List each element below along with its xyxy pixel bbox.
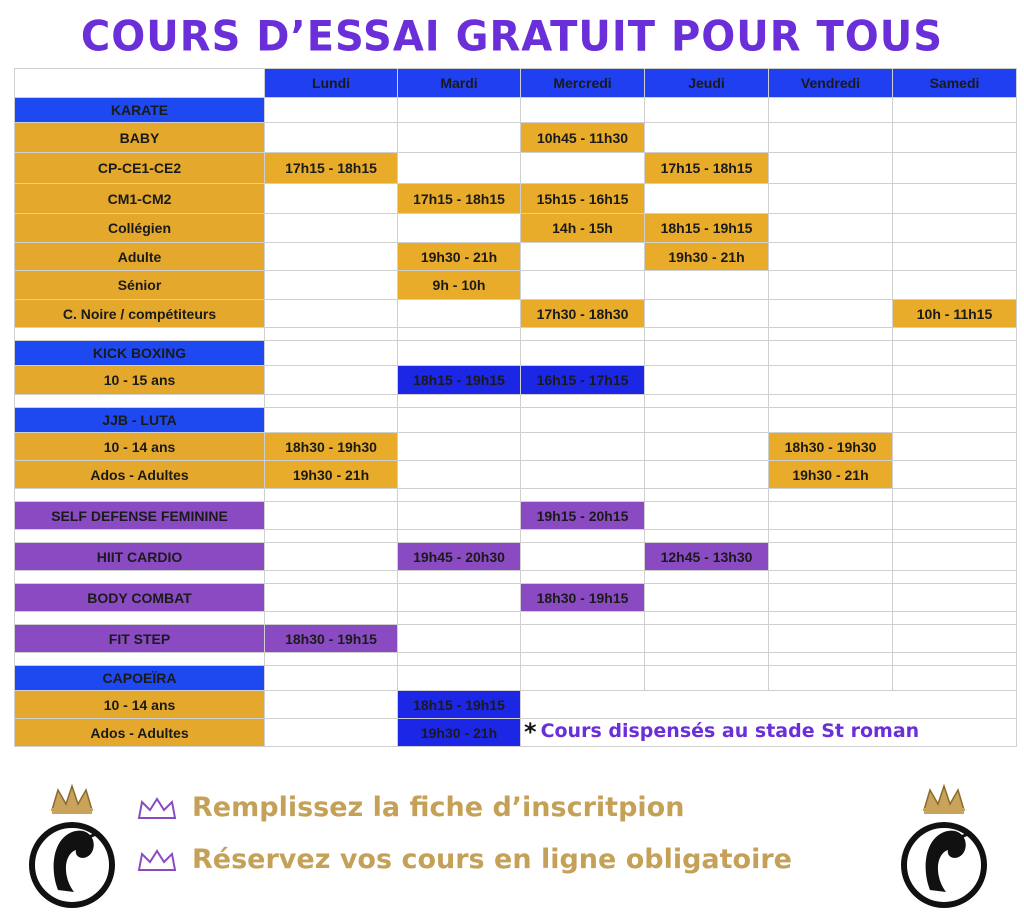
empty-cell (645, 366, 769, 395)
spacer-cell (15, 530, 265, 543)
time-slot: 10h - 11h15 (893, 300, 1017, 328)
empty-cell (893, 502, 1017, 530)
empty-cell (521, 341, 645, 366)
spacer-row (15, 530, 1017, 543)
row-label: C. Noire / compétiteurs (15, 300, 265, 328)
empty-cell (893, 543, 1017, 571)
day-vendredi: Vendredi (769, 69, 893, 98)
row-label: Ados - Adultes (15, 461, 265, 489)
time-slot: 18h30 - 19h30 (769, 433, 893, 461)
row-label: BODY COMBAT (15, 584, 265, 612)
jjb-row (15, 433, 1017, 461)
karate-row (15, 271, 1017, 300)
empty-cell (893, 625, 1017, 653)
spacer-cell (893, 653, 1017, 666)
spacer-cell (265, 489, 398, 502)
empty-cell (893, 214, 1017, 243)
time-slot: 16h15 - 17h15 (521, 366, 645, 395)
spacer-cell (265, 395, 398, 408)
note-area (521, 691, 1017, 719)
karate-header-row (15, 98, 1017, 123)
empty-cell (265, 543, 398, 571)
spacer-cell (769, 328, 893, 341)
empty-cell (521, 666, 645, 691)
empty-cell (265, 691, 398, 719)
row-label: 10 - 14 ans (15, 433, 265, 461)
empty-cell (265, 123, 398, 153)
karate-row (15, 153, 1017, 184)
capoeira-header-row (15, 666, 1017, 691)
spacer-cell (265, 653, 398, 666)
empty-cell (521, 461, 645, 489)
spacer-cell (398, 489, 521, 502)
empty-cell (893, 366, 1017, 395)
time-slot: 19h30 - 21h (645, 243, 769, 271)
day-lundi: Lundi (265, 69, 398, 98)
row-label: 10 - 14 ans (15, 691, 265, 719)
spacer-cell (265, 530, 398, 543)
asterisk: * (524, 718, 537, 746)
spacer-cell (769, 612, 893, 625)
empty-cell (398, 214, 521, 243)
spacer-row (15, 328, 1017, 341)
empty-cell (645, 123, 769, 153)
spacer-cell (769, 653, 893, 666)
empty-cell (645, 184, 769, 214)
empty-cell (265, 366, 398, 395)
empty-cell (398, 625, 521, 653)
spacer-cell (265, 328, 398, 341)
empty-cell (893, 408, 1017, 433)
empty-cell (521, 271, 645, 300)
time-slot: 19h30 - 21h (265, 461, 398, 489)
empty-cell (893, 243, 1017, 271)
spacer-row (15, 489, 1017, 502)
spacer-cell (521, 530, 645, 543)
spacer-cell (398, 328, 521, 341)
time-slot: 18h15 - 19h15 (398, 366, 521, 395)
empty-cell (645, 625, 769, 653)
row-label: Sénior (15, 271, 265, 300)
spacer-cell (645, 489, 769, 502)
spacer-cell (398, 395, 521, 408)
footer-line-2 (136, 844, 792, 875)
spacer-cell (265, 571, 398, 584)
empty-cell (521, 433, 645, 461)
spacer-cell (645, 653, 769, 666)
empty-cell (769, 543, 893, 571)
empty-cell (521, 543, 645, 571)
empty-cell (645, 408, 769, 433)
empty-cell (769, 243, 893, 271)
spacer-cell (398, 653, 521, 666)
spacer-cell (398, 571, 521, 584)
spacer-cell (15, 653, 265, 666)
empty-cell (645, 300, 769, 328)
spacer-cell (893, 328, 1017, 341)
empty-cell (398, 123, 521, 153)
spacer-cell (893, 395, 1017, 408)
row-label: CP-CE1-CE2 (15, 153, 265, 184)
spacer-cell (893, 612, 1017, 625)
spacer-cell (521, 571, 645, 584)
empty-cell (265, 214, 398, 243)
spacer-cell (893, 530, 1017, 543)
spacer-cell (15, 612, 265, 625)
empty-cell (893, 123, 1017, 153)
empty-cell (769, 366, 893, 395)
time-slot: 19h15 - 20h15 (521, 502, 645, 530)
time-slot: 12h45 - 13h30 (645, 543, 769, 571)
jjb-header-row (15, 408, 1017, 433)
empty-cell (398, 502, 521, 530)
empty-cell (521, 98, 645, 123)
empty-cell (265, 184, 398, 214)
empty-cell (521, 408, 645, 433)
karate-row (15, 214, 1017, 243)
spacer-cell (645, 571, 769, 584)
spacer-cell (645, 328, 769, 341)
empty-cell (893, 584, 1017, 612)
spacer-row (15, 612, 1017, 625)
cobra-logo-left-icon (22, 780, 122, 910)
spacer-cell (769, 571, 893, 584)
location-note (524, 718, 919, 746)
spacer-cell (521, 328, 645, 341)
empty-cell (769, 625, 893, 653)
empty-cell (521, 243, 645, 271)
time-slot: 18h15 - 19h15 (398, 691, 521, 719)
spacer-cell (521, 489, 645, 502)
spacer-row (15, 395, 1017, 408)
time-slot: 9h - 10h (398, 271, 521, 300)
schedule-table (14, 68, 1017, 747)
empty-cell (265, 271, 398, 300)
row-label: HIIT CARDIO (15, 543, 265, 571)
empty-cell (398, 584, 521, 612)
time-slot: 19h30 - 21h (769, 461, 893, 489)
time-slot: 18h30 - 19h15 (521, 584, 645, 612)
time-slot: 17h15 - 18h15 (645, 153, 769, 184)
empty-cell (893, 666, 1017, 691)
time-slot: 17h30 - 18h30 (521, 300, 645, 328)
karate-row (15, 123, 1017, 153)
empty-cell (645, 433, 769, 461)
empty-cell (521, 625, 645, 653)
day-jeudi: Jeudi (645, 69, 769, 98)
empty-cell (645, 502, 769, 530)
empty-cell (398, 433, 521, 461)
spacer-cell (769, 395, 893, 408)
day-mardi: Mardi (398, 69, 521, 98)
empty-cell (645, 341, 769, 366)
karate-row (15, 243, 1017, 271)
spacer-cell (15, 489, 265, 502)
crown-icon (136, 796, 178, 822)
empty-cell (769, 214, 893, 243)
spacer-cell (521, 612, 645, 625)
section-title: JJB - LUTA (15, 408, 265, 433)
section-title: KICK BOXING (15, 341, 265, 366)
empty-cell (769, 666, 893, 691)
time-slot: 19h30 - 21h (398, 243, 521, 271)
empty-cell (265, 502, 398, 530)
empty-cell (769, 502, 893, 530)
row-label: SELF DEFENSE FEMININE (15, 502, 265, 530)
row-label: Adulte (15, 243, 265, 271)
empty-cell (398, 300, 521, 328)
empty-cell (521, 153, 645, 184)
empty-cell (893, 98, 1017, 123)
kickboxing-header-row (15, 341, 1017, 366)
empty-cell (265, 666, 398, 691)
empty-cell (265, 300, 398, 328)
empty-cell (398, 461, 521, 489)
empty-cell (769, 408, 893, 433)
spacer-row (15, 653, 1017, 666)
spacer-cell (15, 395, 265, 408)
spacer-cell (265, 612, 398, 625)
empty-cell (398, 341, 521, 366)
time-slot: 18h30 - 19h30 (265, 433, 398, 461)
time-slot: 15h15 - 16h15 (521, 184, 645, 214)
spacer-cell (645, 395, 769, 408)
empty-cell (398, 98, 521, 123)
day-mercredi: Mercredi (521, 69, 645, 98)
spacer-cell (769, 530, 893, 543)
crown-icon (136, 848, 178, 874)
row-label: 10 - 15 ans (15, 366, 265, 395)
spacer-cell (398, 530, 521, 543)
spacer-cell (893, 489, 1017, 502)
footer-line-1 (136, 792, 684, 823)
empty-cell (769, 184, 893, 214)
day-samedi: Samedi (893, 69, 1017, 98)
row-label: Collégien (15, 214, 265, 243)
spacer-cell (15, 571, 265, 584)
row-label: CM1-CM2 (15, 184, 265, 214)
empty-cell (769, 98, 893, 123)
empty-cell (265, 584, 398, 612)
jjb-row (15, 461, 1017, 489)
empty-cell (769, 123, 893, 153)
empty-cell (769, 300, 893, 328)
empty-cell (265, 408, 398, 433)
time-slot: 17h15 - 18h15 (398, 184, 521, 214)
corner-cell (15, 69, 265, 98)
empty-cell (769, 153, 893, 184)
row-label: Ados - Adultes (15, 719, 265, 747)
empty-cell (893, 341, 1017, 366)
hiit-row (15, 543, 1017, 571)
empty-cell (893, 461, 1017, 489)
section-title: CAPOEÏRA (15, 666, 265, 691)
spacer-cell (15, 328, 265, 341)
empty-cell (893, 153, 1017, 184)
empty-cell (645, 584, 769, 612)
empty-cell (769, 271, 893, 300)
spacer-cell (645, 612, 769, 625)
empty-cell (265, 341, 398, 366)
empty-cell (265, 719, 398, 747)
karate-row (15, 184, 1017, 214)
footer-registration-text: Remplissez la fiche d’inscritpion (192, 792, 685, 823)
empty-cell (265, 243, 398, 271)
empty-cell (398, 408, 521, 433)
empty-cell (645, 666, 769, 691)
footer-booking-text: Réservez vos cours en ligne obligatoire (192, 844, 792, 875)
row-label: BABY (15, 123, 265, 153)
section-title: KARATE (15, 98, 265, 123)
empty-cell (645, 98, 769, 123)
empty-cell (769, 584, 893, 612)
row-label: FIT STEP (15, 625, 265, 653)
empty-cell (893, 271, 1017, 300)
time-slot: 10h45 - 11h30 (521, 123, 645, 153)
kickboxing-row (15, 366, 1017, 395)
note-text: Cours dispensés au stade St roman (540, 720, 920, 742)
time-slot: 18h30 - 19h15 (265, 625, 398, 653)
empty-cell (265, 98, 398, 123)
spacer-row (15, 571, 1017, 584)
spacer-cell (769, 489, 893, 502)
fitstep-row (15, 625, 1017, 653)
spacer-cell (893, 571, 1017, 584)
time-slot: 19h45 - 20h30 (398, 543, 521, 571)
time-slot: 17h15 - 18h15 (265, 153, 398, 184)
empty-cell (645, 271, 769, 300)
cobra-logo-right-icon (894, 780, 994, 910)
empty-cell (893, 433, 1017, 461)
time-slot: 18h15 - 19h15 (645, 214, 769, 243)
page-title: COURS D’ESSAI GRATUIT POUR TOUS (80, 12, 944, 62)
empty-cell (893, 184, 1017, 214)
empty-cell (398, 153, 521, 184)
spacer-cell (398, 612, 521, 625)
spacer-cell (645, 530, 769, 543)
empty-cell (398, 666, 521, 691)
time-slot: 14h - 15h (521, 214, 645, 243)
selfdefense-row (15, 502, 1017, 530)
empty-cell (769, 341, 893, 366)
spacer-cell (521, 653, 645, 666)
empty-cell (645, 461, 769, 489)
day-header-row (15, 69, 1017, 98)
time-slot: 19h30 - 21h (398, 719, 521, 747)
bodycombat-row (15, 584, 1017, 612)
karate-row (15, 300, 1017, 328)
spacer-cell (521, 395, 645, 408)
capoeira-row (15, 691, 1017, 719)
